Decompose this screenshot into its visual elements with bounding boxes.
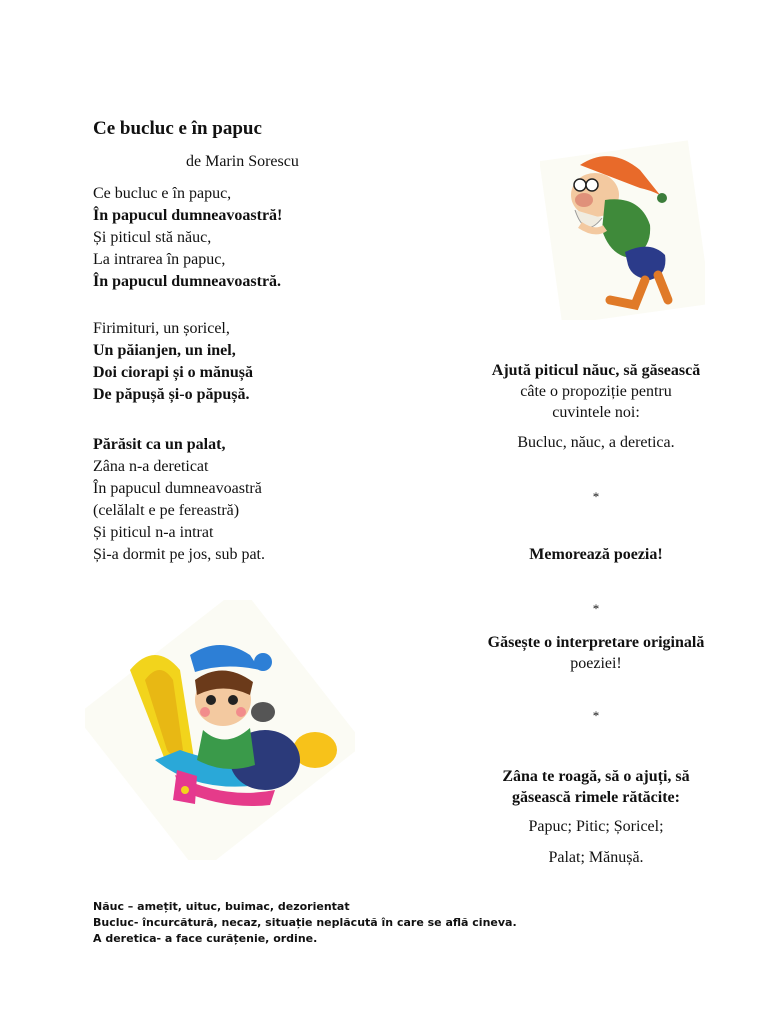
verse-line: În papucul dumneavoastră [93,480,262,497]
glossary-entry: Bucluc- încurcătură, necaz, situație neplăcută în care se află cineva. [93,916,517,929]
separator-star: * [592,601,600,616]
verse-line: Un păianjen, un inel, [93,342,236,359]
verse-line: Zâna n-a dereticat [93,458,209,475]
stanza-2 [93,318,253,406]
task-line: câte o propoziție pentru [520,383,672,400]
verse-line: Și-a dormit pe jos, sub pat. [93,546,265,563]
poem-title: Ce bucluc e în papuc [93,118,262,139]
verse-line: De păpușă și-o păpușă. [93,386,250,403]
task-line: Ajută piticul năuc, să găsească [491,362,701,379]
task-line: Zâna te roagă, să o ajuți, să [502,768,690,785]
verse-line: Firimituri, un șoricel, [93,320,230,337]
verse-line: În papucul dumneavoastră. [93,273,282,290]
stanza-3 [93,434,265,566]
verse-line: În papucul dumneavoastră! [93,207,283,224]
task-1-words: Bucluc, năuc, a deretica. [517,434,675,451]
verse-line: Doi ciorapi și o mănușă [93,364,254,381]
separator-star: * [592,489,600,504]
task-4-words-2: Palat; Mănușă. [548,849,644,866]
task-2: Memorează poezia! [529,546,663,563]
verse-line: La intrarea în papuc, [93,251,226,268]
glossary-entry: A deretica- a face curățenie, ordine. [93,932,318,945]
poem-author: de Marin Sorescu [186,153,299,170]
glossary-entry: Năuc – amețit, uituc, buimac, dezorientat [93,900,350,913]
girl-in-slipper-illustration [85,600,355,860]
task-line: Găsește o interpretare originală [487,634,705,651]
task-line: poeziei! [570,655,622,672]
verse-line: Și piticul n-a intrat [93,524,214,541]
task-1 [470,360,722,423]
task-3 [470,632,722,674]
verse-line: (celălalt e pe fereastră) [93,502,240,519]
task-line: cuvintele noi: [552,404,640,421]
verse-line: Și piticul stă năuc, [93,229,212,246]
dwarf-illustration [540,140,705,320]
task-4 [470,766,722,808]
separator-star: * [592,708,600,723]
task-4-words-1: Papuc; Pitic; Șoricel; [528,818,664,835]
stanza-1 [93,183,282,293]
verse-line: Ce bucluc e în papuc, [93,185,232,202]
task-line: găsească rimele rătăcite: [512,789,680,806]
verse-line: Părăsit ca un palat, [93,436,226,453]
glossary [93,899,517,947]
